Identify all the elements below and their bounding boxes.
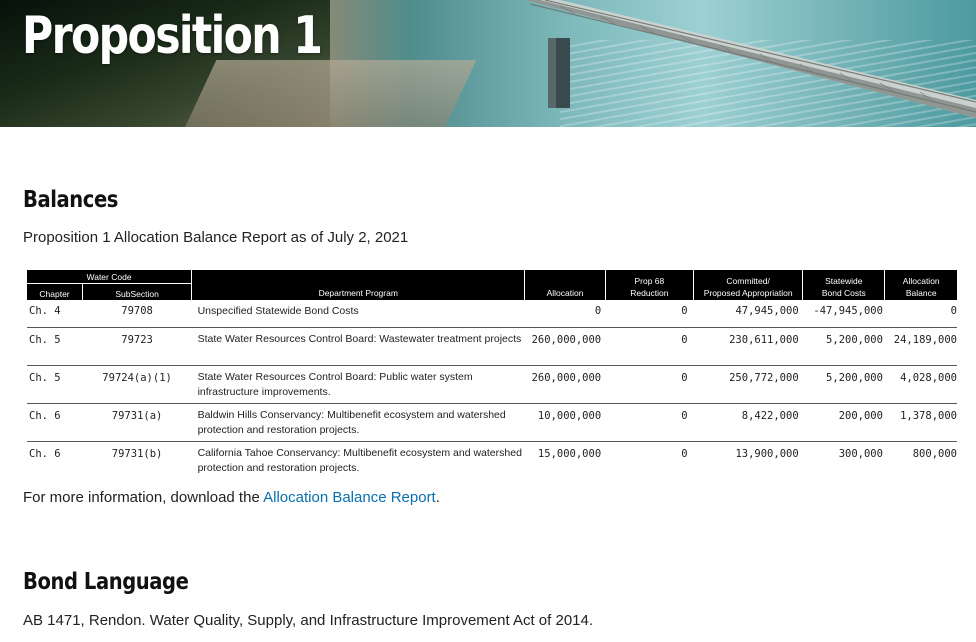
col-statewide-line2: Bond Costs [821, 288, 866, 298]
cell-allocation: 260,000,000 [525, 328, 605, 366]
cell-committed: 47,945,000 [735, 305, 799, 317]
cell-subsection: 79708 [121, 305, 153, 317]
cell-allocation: 0 [594, 305, 602, 317]
cell-balance: 800,000 [885, 442, 957, 480]
table-row [27, 366, 957, 404]
table-row [27, 300, 957, 328]
hero-banner [0, 0, 976, 127]
cell-program: Unspecified Statewide Bond Costs [197, 305, 359, 317]
cell-prop68: 0 [681, 305, 688, 317]
col-balance [885, 270, 957, 300]
cell-subsection: 79723 [83, 328, 192, 366]
cell-subsection: 79731(b) [83, 442, 192, 480]
cell-statewide: -47,945,000 [813, 305, 883, 317]
cell-subsection: 79724(a)(1) [83, 366, 192, 404]
cell-prop68: 0 [605, 442, 693, 480]
cell-program: Baldwin Hills Conservancy: Multibenefit ecosystem and watershed protection and restoration projects. [192, 404, 525, 442]
balances-heading: Balances [23, 187, 119, 213]
cell-chapter: Ch. 6 [27, 404, 83, 442]
col-statewide-line1: Statewide [825, 276, 863, 286]
cell-allocation: 10,000,000 [525, 404, 605, 442]
col-balance-line2: Balance [905, 288, 937, 298]
cell-allocation: 15,000,000 [525, 442, 605, 480]
col-prop68 [605, 270, 693, 300]
col-committed [694, 270, 803, 300]
col-prop68-line1: Prop 68 [634, 276, 665, 286]
cell-chapter: Ch. 5 [27, 328, 83, 366]
cell-balance: 1,378,000 [885, 404, 957, 442]
more-info-paragraph [23, 489, 440, 506]
cell-committed: 13,900,000 [694, 442, 803, 480]
cell-program: State Water Resources Control Board: Public water system infrastructure improvements. [192, 366, 525, 404]
cell-statewide: 5,200,000 [803, 328, 885, 366]
cell-balance: 24,189,000 [885, 328, 957, 366]
report-title: Proposition 1 Allocation Balance Report as of July 2, 2021 [23, 229, 409, 246]
cell-statewide: 300,000 [803, 442, 885, 480]
cell-prop68: 0 [605, 366, 693, 404]
page-title: Proposition 1 [22, 6, 322, 66]
cell-committed: 230,611,000 [694, 328, 803, 366]
table-row [27, 442, 957, 480]
cell-statewide: 200,000 [803, 404, 885, 442]
col-statewide [803, 270, 885, 300]
cell-subsection: 79731(a) [83, 404, 192, 442]
col-committed-line1: Committed/ [726, 276, 770, 286]
balance-table [27, 270, 957, 479]
col-prop68-line2: Reduction [630, 288, 669, 298]
bond-language-text: AB 1471, Rendon. Water Quality, Supply, and Infrastructure Improvement Act of 2014. [23, 612, 594, 629]
cell-prop68: 0 [605, 328, 693, 366]
col-allocation: Allocation [525, 270, 605, 300]
cell-chapter: Ch. 5 [27, 366, 83, 404]
cell-balance: 0 [950, 305, 957, 317]
table-row [27, 404, 957, 442]
cell-chapter: Ch. 6 [27, 442, 83, 480]
col-chapter: Chapter [27, 284, 83, 301]
balance-table-container [27, 270, 957, 479]
cell-program: California Tahoe Conservancy: Multibenefit ecosystem and watershed protection and restoration projects. [192, 442, 525, 480]
cell-balance: 4,028,000 [885, 366, 957, 404]
col-subsection: SubSection [83, 284, 192, 301]
cell-chapter: Ch. 4 [29, 305, 61, 317]
cell-committed: 250,772,000 [694, 366, 803, 404]
more-info-text: For more information, download the [23, 489, 264, 506]
allocation-report-link[interactable]: Allocation Balance Report [263, 489, 436, 506]
col-committed-line2: Proposed Appropriation [703, 288, 793, 298]
col-water-code: Water Code [27, 270, 192, 284]
more-info-suffix: . [435, 489, 440, 506]
cell-program: State Water Resources Control Board: Wastewater treatment projects [192, 328, 525, 366]
table-row [27, 328, 957, 366]
col-balance-line1: Allocation [902, 276, 940, 286]
cell-allocation: 260,000,000 [525, 366, 605, 404]
cell-prop68: 0 [605, 404, 693, 442]
bond-language-heading: Bond Language [23, 569, 189, 595]
cell-statewide: 5,200,000 [803, 366, 885, 404]
cell-committed: 8,422,000 [694, 404, 803, 442]
col-program: Department Program [192, 270, 525, 300]
